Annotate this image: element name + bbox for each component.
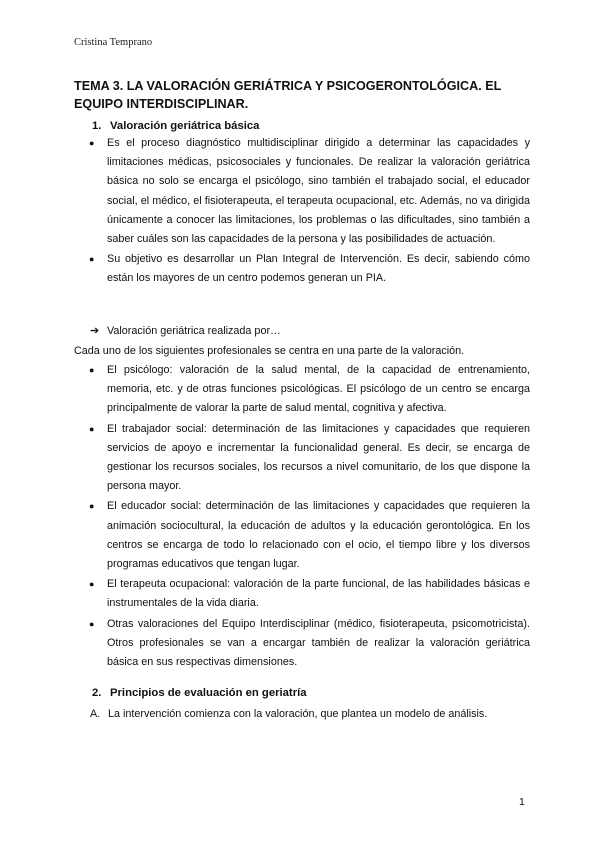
- list-item: [74, 575, 530, 613]
- bullet-icon: ●: [89, 501, 95, 512]
- list-item-text: El terapeuta ocupacional: valoración de la parte funcional, de las habilidades básicas e instrumentales de la vida diaria.: [107, 578, 530, 610]
- section-2-title: Principios de evaluación en geriatría: [110, 687, 307, 699]
- page-number: 1: [519, 796, 525, 808]
- list-item-text: El psicólogo: valoración de la salud mental, de la capacidad de entrenamiento, memoria, etc. y de otras funciones psicológicas. El psicólogo de un centro se encarga principalmente de valorar la parte de salud mental, cognitiva y afectiva.: [107, 364, 530, 415]
- list-item-text: El educador social: determinación de las limitaciones y capacidades que requieren la animación sociocultural, la educación de adultos y la educación gerontológica. En los centros se encarga de todo lo relacionado con el ocio, el tiempo libre y los diversos programas educativos que tengan lugar.: [107, 500, 530, 571]
- list-item-text: Su objetivo es desarrollar un Plan Integral de Intervención. Es decir, sabiendo cómo están los mayores de un centro podemos generan un PIA.: [107, 253, 530, 285]
- list-item: [74, 497, 530, 574]
- bullet-icon: ●: [89, 138, 95, 148]
- bullet-icon: ●: [89, 579, 95, 590]
- professionals-list: [74, 361, 530, 673]
- lettered-item-text: La intervención comienza con la valoración, que plantea un modelo de análisis.: [108, 708, 488, 720]
- section-1-bullet-list: [74, 134, 530, 290]
- section-2-number: 2.: [92, 687, 102, 699]
- section-2-heading: [92, 687, 307, 699]
- header-author: Cristina Temprano: [74, 37, 153, 48]
- section-1-title: Valoración geriátrica básica: [110, 120, 260, 132]
- list-item-text: Otras valoraciones del Equipo Interdisciplinar (médico, fisioterapeuta, psicomotricista). Otros profesionales se van a encargar también de realizar la valoración geriátrica básica en sus respectivas dimensiones.: [107, 617, 530, 669]
- list-item: [74, 615, 530, 673]
- list-item-text: El trabajador social: determinación de las limitaciones y capacidades que requieren servicios de apoyo e incrementar la funcionalidad general. Es decir, se encarga de gestionar los recursos sociales, los recursos a nivel comunitario, de los que dispone la persona mayor.: [107, 422, 530, 493]
- list-item: [74, 420, 530, 497]
- bullet-icon: ●: [89, 365, 95, 375]
- bullet-icon: ●: [89, 618, 95, 629]
- lettered-item: [90, 705, 487, 724]
- section-1-number: 1.: [92, 120, 102, 132]
- professionals-intro: Cada uno de los siguientes profesionales se centra en una parte de la valoración.: [74, 345, 465, 357]
- bullet-icon: ●: [89, 254, 95, 265]
- list-item: [74, 250, 530, 288]
- document-title: TEMA 3. LA VALORACIÓN GERIÁTRICA Y PSICOGERONTOLÓGICA. EL EQUIPO INTERDISCIPLINAR.: [74, 79, 502, 111]
- arrow-right-icon: ➔: [90, 325, 100, 337]
- list-item: [74, 134, 530, 249]
- item-letter: A.: [90, 708, 101, 720]
- arrow-item-text: Valoración geriátrica realizada por…: [107, 325, 281, 337]
- list-item: [74, 361, 530, 419]
- bullet-icon: ●: [89, 423, 95, 434]
- arrow-item: [90, 322, 281, 341]
- list-item-text: Es el proceso diagnóstico multidisciplinar dirigido a determinar las capacidades y limitaciones médicas, psicosociales y funcionales. De realizar la valoración geriátrica básica no solo se encarga el psicólogo, sino también el trabajado social, el educador social, el médico, el fisioterapeuta, el terapeuta ocupacional, etc. Además, no va dirigida únicamente a conocer las limitaciones, los problemas o las dificultades, sino también a saber cuáles son las capacidades de la persona y las posibilidades de actuación.: [107, 137, 530, 246]
- section-1-heading: [92, 120, 259, 132]
